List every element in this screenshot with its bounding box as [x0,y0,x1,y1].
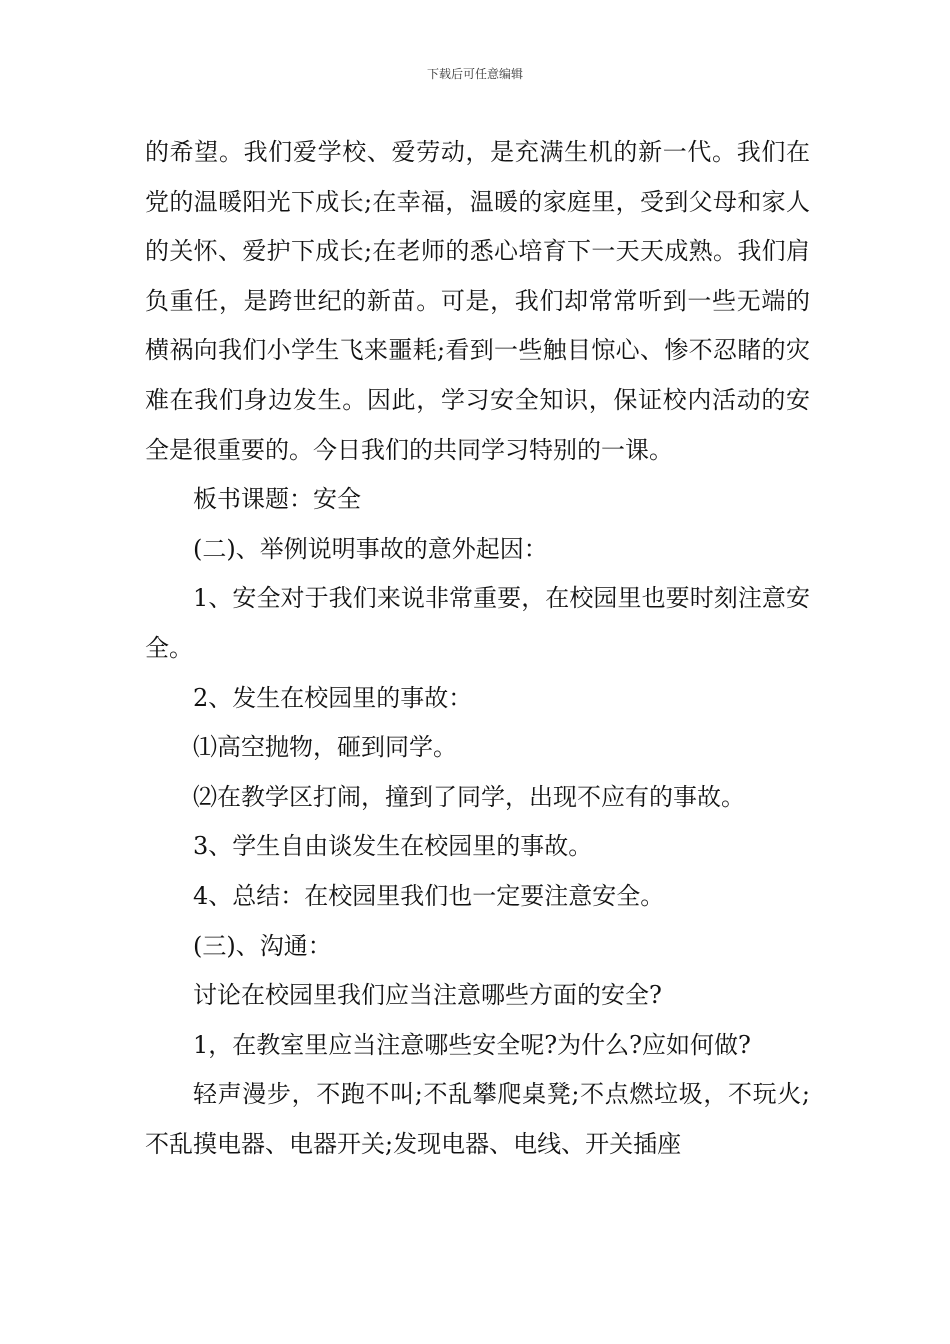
classroom-question: 1，在教室里应当注意哪些安全呢?为什么?应如何做? [193,1030,751,1059]
discussion-question: 讨论在校园里我们应当注意哪些方面的安全? [193,981,662,1010]
section-heading-3: (三)、沟通： [193,931,332,960]
page-header: 下载后可任意编辑 [426,67,523,81]
document-body [145,128,810,1169]
sub-item-2: ⑵在教学区打闹，撞到了同学，出现不应有的事故。 [193,782,745,811]
paragraph-intro-continued: 的希望。我们爱学校、爱劳动，是充满生机的新一代。我们在党的温暖阳光下成长;在幸福，温暖的家庭里，受到父母和家人的关怀、爱护下成长;在老师的悉心培育下一天天成熟。我们肩负重任，是跨世纪的新苗。可是，我们却常常听到一些无端的横祸向我们小学生飞来噩耗;看到一些触目惊心、惨不忍睹的灾难在我们身边发生。因此，学习安全知识，保证校内活动的安全是很重要的。今日我们的共同学习特别的一课。 [145,138,810,464]
paragraph-board-title: 板书课题：安全 [193,485,361,514]
section-heading-2: (二)、举例说明事故的意外起因： [193,534,548,563]
classroom-rules: 轻声漫步，不跑不叫;不乱攀爬桌凳;不点燃垃圾，不玩火;不乱摸电器、电器开关;发现电器、电线、开关插座 [145,1080,810,1158]
list-item-4: 4、总结：在校园里我们也一定要注意安全。 [193,881,665,910]
sub-item-1: ⑴高空抛物，砸到同学。 [193,733,457,762]
list-item-2: 2、发生在校园里的事故： [193,683,473,712]
list-item-1: 1、安全对于我们来说非常重要，在校园里也要时刻注意安全。 [145,584,810,662]
list-item-3: 3、学生自由谈发生在校园里的事故。 [193,832,593,861]
